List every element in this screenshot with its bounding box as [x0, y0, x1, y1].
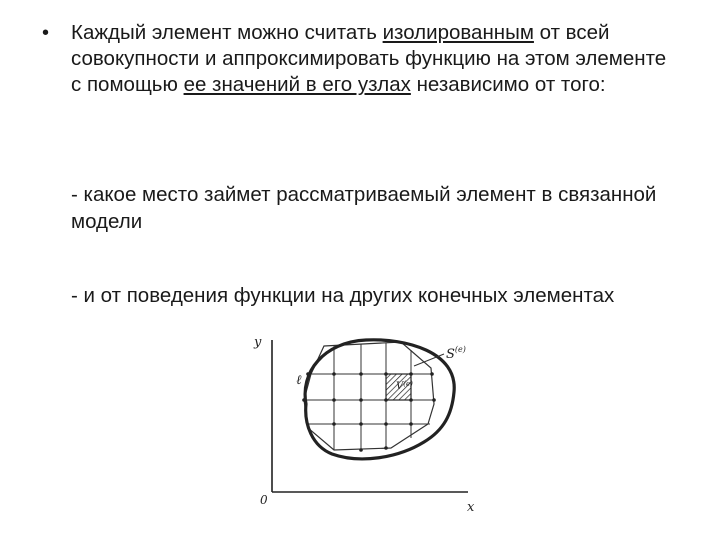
volume-superscript: (e) — [403, 380, 413, 388]
volume-letter: V — [396, 381, 404, 392]
bullet-text-part1: Каждый элемент можно считать — [71, 21, 383, 44]
underlined-isolated: изолированным — [382, 21, 534, 44]
element-polygon — [304, 342, 434, 450]
region-boundary — [305, 340, 454, 459]
underlined-node-values: ее значений в его узлах — [183, 73, 411, 96]
bullet-text-part2: от всей совокупности и аппроксимировать функцию на этом элементе с помощью — [71, 21, 667, 96]
main-bullet-text — [71, 20, 681, 98]
surface-superscript: (e) — [454, 345, 466, 354]
sub-item-position: - какое место займет рассматриваемый элемент в связанной модели — [71, 183, 657, 233]
sub-item-behavior: - и от поведения функции на других конечных элементах — [71, 284, 615, 307]
surface-letter: S — [446, 347, 455, 362]
finite-element-diagram — [246, 326, 486, 516]
finite-element-figure — [246, 326, 486, 516]
element-surface-label — [446, 345, 466, 362]
x-axis-label: x — [467, 500, 475, 515]
element-grid — [304, 343, 434, 450]
y-axis-label: y — [254, 335, 262, 350]
boundary-label-l: ℓ — [296, 373, 302, 388]
origin-label: 0 — [260, 493, 268, 507]
bullet-dot: • — [42, 22, 50, 44]
bullet-text-part3: независимо от того: — [410, 73, 606, 96]
